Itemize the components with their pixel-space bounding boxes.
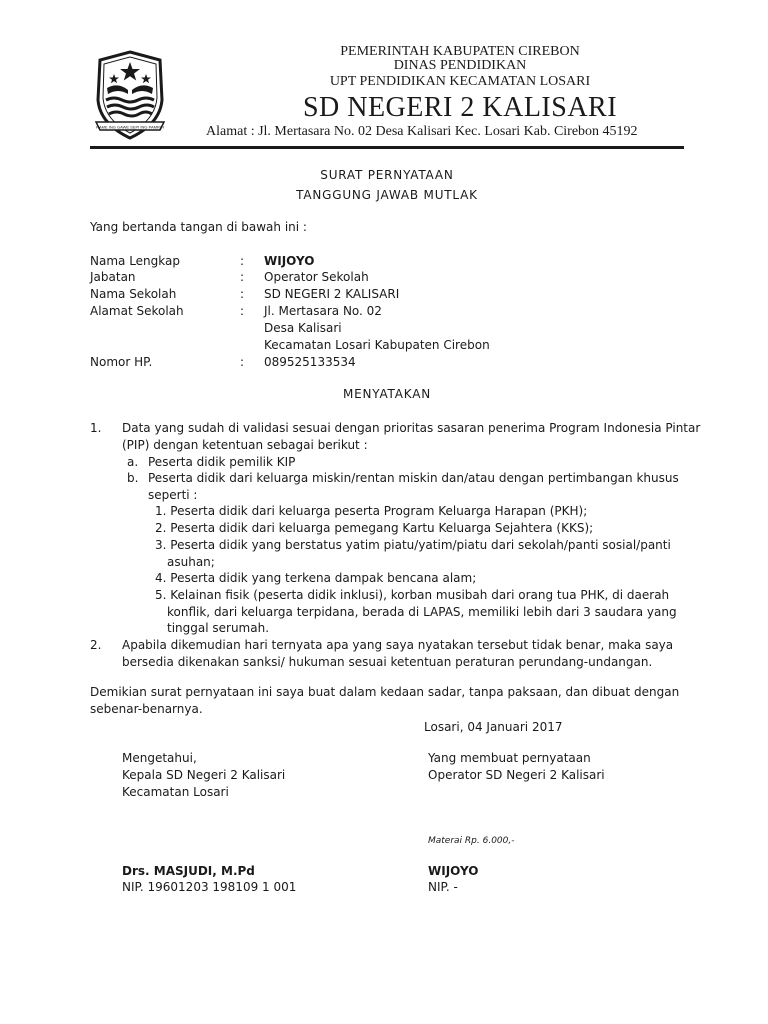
closing-line2: sebenar-benarnya. [90,702,203,716]
sub-item-2: 2. Peserta didik dari keluarga pemegang Kartu Keluarga Sejahtera (KKS); [155,521,594,535]
place-date: Losari, 04 Januari 2017 [424,720,563,734]
alamat-value-line2: Desa Kalisari [264,321,342,335]
menyatakan-heading: MENYATAKAN [342,387,432,401]
sekolah-value: SD NEGERI 2 KALISARI [264,287,400,301]
svg-text:RAME ING GAWE SEPI ING PAMRIH: RAME ING GAWE SEPI ING PAMRIH [96,124,164,130]
colon: : [240,287,245,301]
headmaster-district: Kecamatan Losari [122,785,229,799]
headmaster-title: Kepala SD Negeri 2 Kalisari [122,768,286,782]
nama-value: WIJOYO [264,254,315,268]
jabatan-value: Operator Sekolah [264,270,369,284]
materai-note: Materai Rp. 6.000,- [428,836,515,846]
declarant-title: Operator SD Negeri 2 Kalisari [428,768,605,782]
point-1-line1: Data yang sudah di validasi sesuai dengan prioritas sasaran penerima Program Indonesia Pintar [122,421,701,435]
sub-item-4: 4. Peserta didik yang terkena dampak bencana alam; [155,571,477,585]
point-2-number: 2. [90,638,102,652]
declarant-nip: NIP. - [428,880,458,894]
headmaster-nip: NIP. 19601203 198109 1 001 [122,880,297,894]
point-b-line1: Peserta didik dari keluarga miskin/rentan miskin dan/atau dengan pertimbangan khusus [148,471,679,485]
alamat-label: Alamat Sekolah [90,304,184,318]
point-a-marker: a. [127,455,139,469]
letterhead-upt: UPT PENDIDIKAN KECAMATAN LOSARI [329,74,591,89]
point-1-number: 1. [90,421,102,435]
colon: : [240,254,245,268]
point-b-line2: seperti : [148,488,198,502]
headmaster-name: Drs. MASJUDI, M.Pd [122,864,255,878]
nama-label: Nama Lengkap [90,254,180,268]
letterhead-government: PEMERINTAH KABUPATEN CIREBON [340,44,580,59]
declarant-name: WIJOYO [428,864,479,878]
document-title: SURAT PERNYATAAN [320,168,454,182]
alamat-value-line1: Jl. Mertasara No. 02 [264,304,382,318]
sekolah-label: Nama Sekolah [90,287,177,301]
jabatan-label: Jabatan [90,270,136,284]
sub-item-1: 1. Peserta didik dari keluarga peserta Program Keluarga Harapan (PKH); [155,504,588,518]
sub-item-3-line1: 3. Peserta didik yang berstatus yatim piatu/yatim/piatu dari sekolah/panti sosial/panti [155,538,671,552]
point-2-line1: Apabila dikemudian hari ternyata apa yang saya nyatakan tersebut tidak benar, maka saya [122,638,674,652]
colon: : [240,270,245,284]
closing-line1: Demikian surat pernyataan ini saya buat dalam kedaan sadar, tanpa paksaan, dan dibuat dengan [90,685,680,699]
intro-text: Yang bertanda tangan di bawah ini : [90,220,307,234]
alamat-value-line3: Kecamatan Losari Kabupaten Cirebon [264,338,490,352]
acknowledged-label: Mengetahui, [122,751,197,765]
colon: : [240,304,245,318]
declarant-label: Yang membuat pernyataan [428,751,591,765]
sub-item-5-line1: 5. Kelainan fisik (peserta didik inklusi), korban musibah dari orang tua PHK, di daerah [155,588,670,602]
letterhead-department: DINAS PENDIDIKAN [393,58,527,73]
kabupaten-cirebon-logo [94,50,166,142]
sub-item-5-line3: tinggal serumah. [167,621,270,635]
point-a-text: Peserta didik pemilik KIP [148,455,296,469]
point-2-line2: bersedia dikenakan sanksi/ hukuman sesuai ketentuan peraturan perundang-undangan. [122,655,653,669]
letterhead-divider [90,146,684,149]
letterhead-school-name: SD NEGERI 2 KALISARI [302,92,618,123]
hp-label: Nomor HP. [90,355,153,369]
point-b-marker: b. [127,471,139,485]
sub-item-5-line2: konflik, dari keluarga terpidana, berada di LAPAS, memiliki lebih dari 3 saudara yang [167,605,677,619]
sub-item-3-line2: asuhan; [167,555,215,569]
document-subtitle: TANGGUNG JAWAB MUTLAK [296,188,478,202]
colon: : [240,355,245,369]
point-1-line2: (PIP) dengan ketentuan sebagai berikut : [122,438,368,452]
hp-value: 089525133534 [264,355,356,369]
letterhead-address: Alamat : Jl. Mertasara No. 02 Desa Kalisari Kec. Losari Kab. Cirebon 45192 [206,124,638,139]
